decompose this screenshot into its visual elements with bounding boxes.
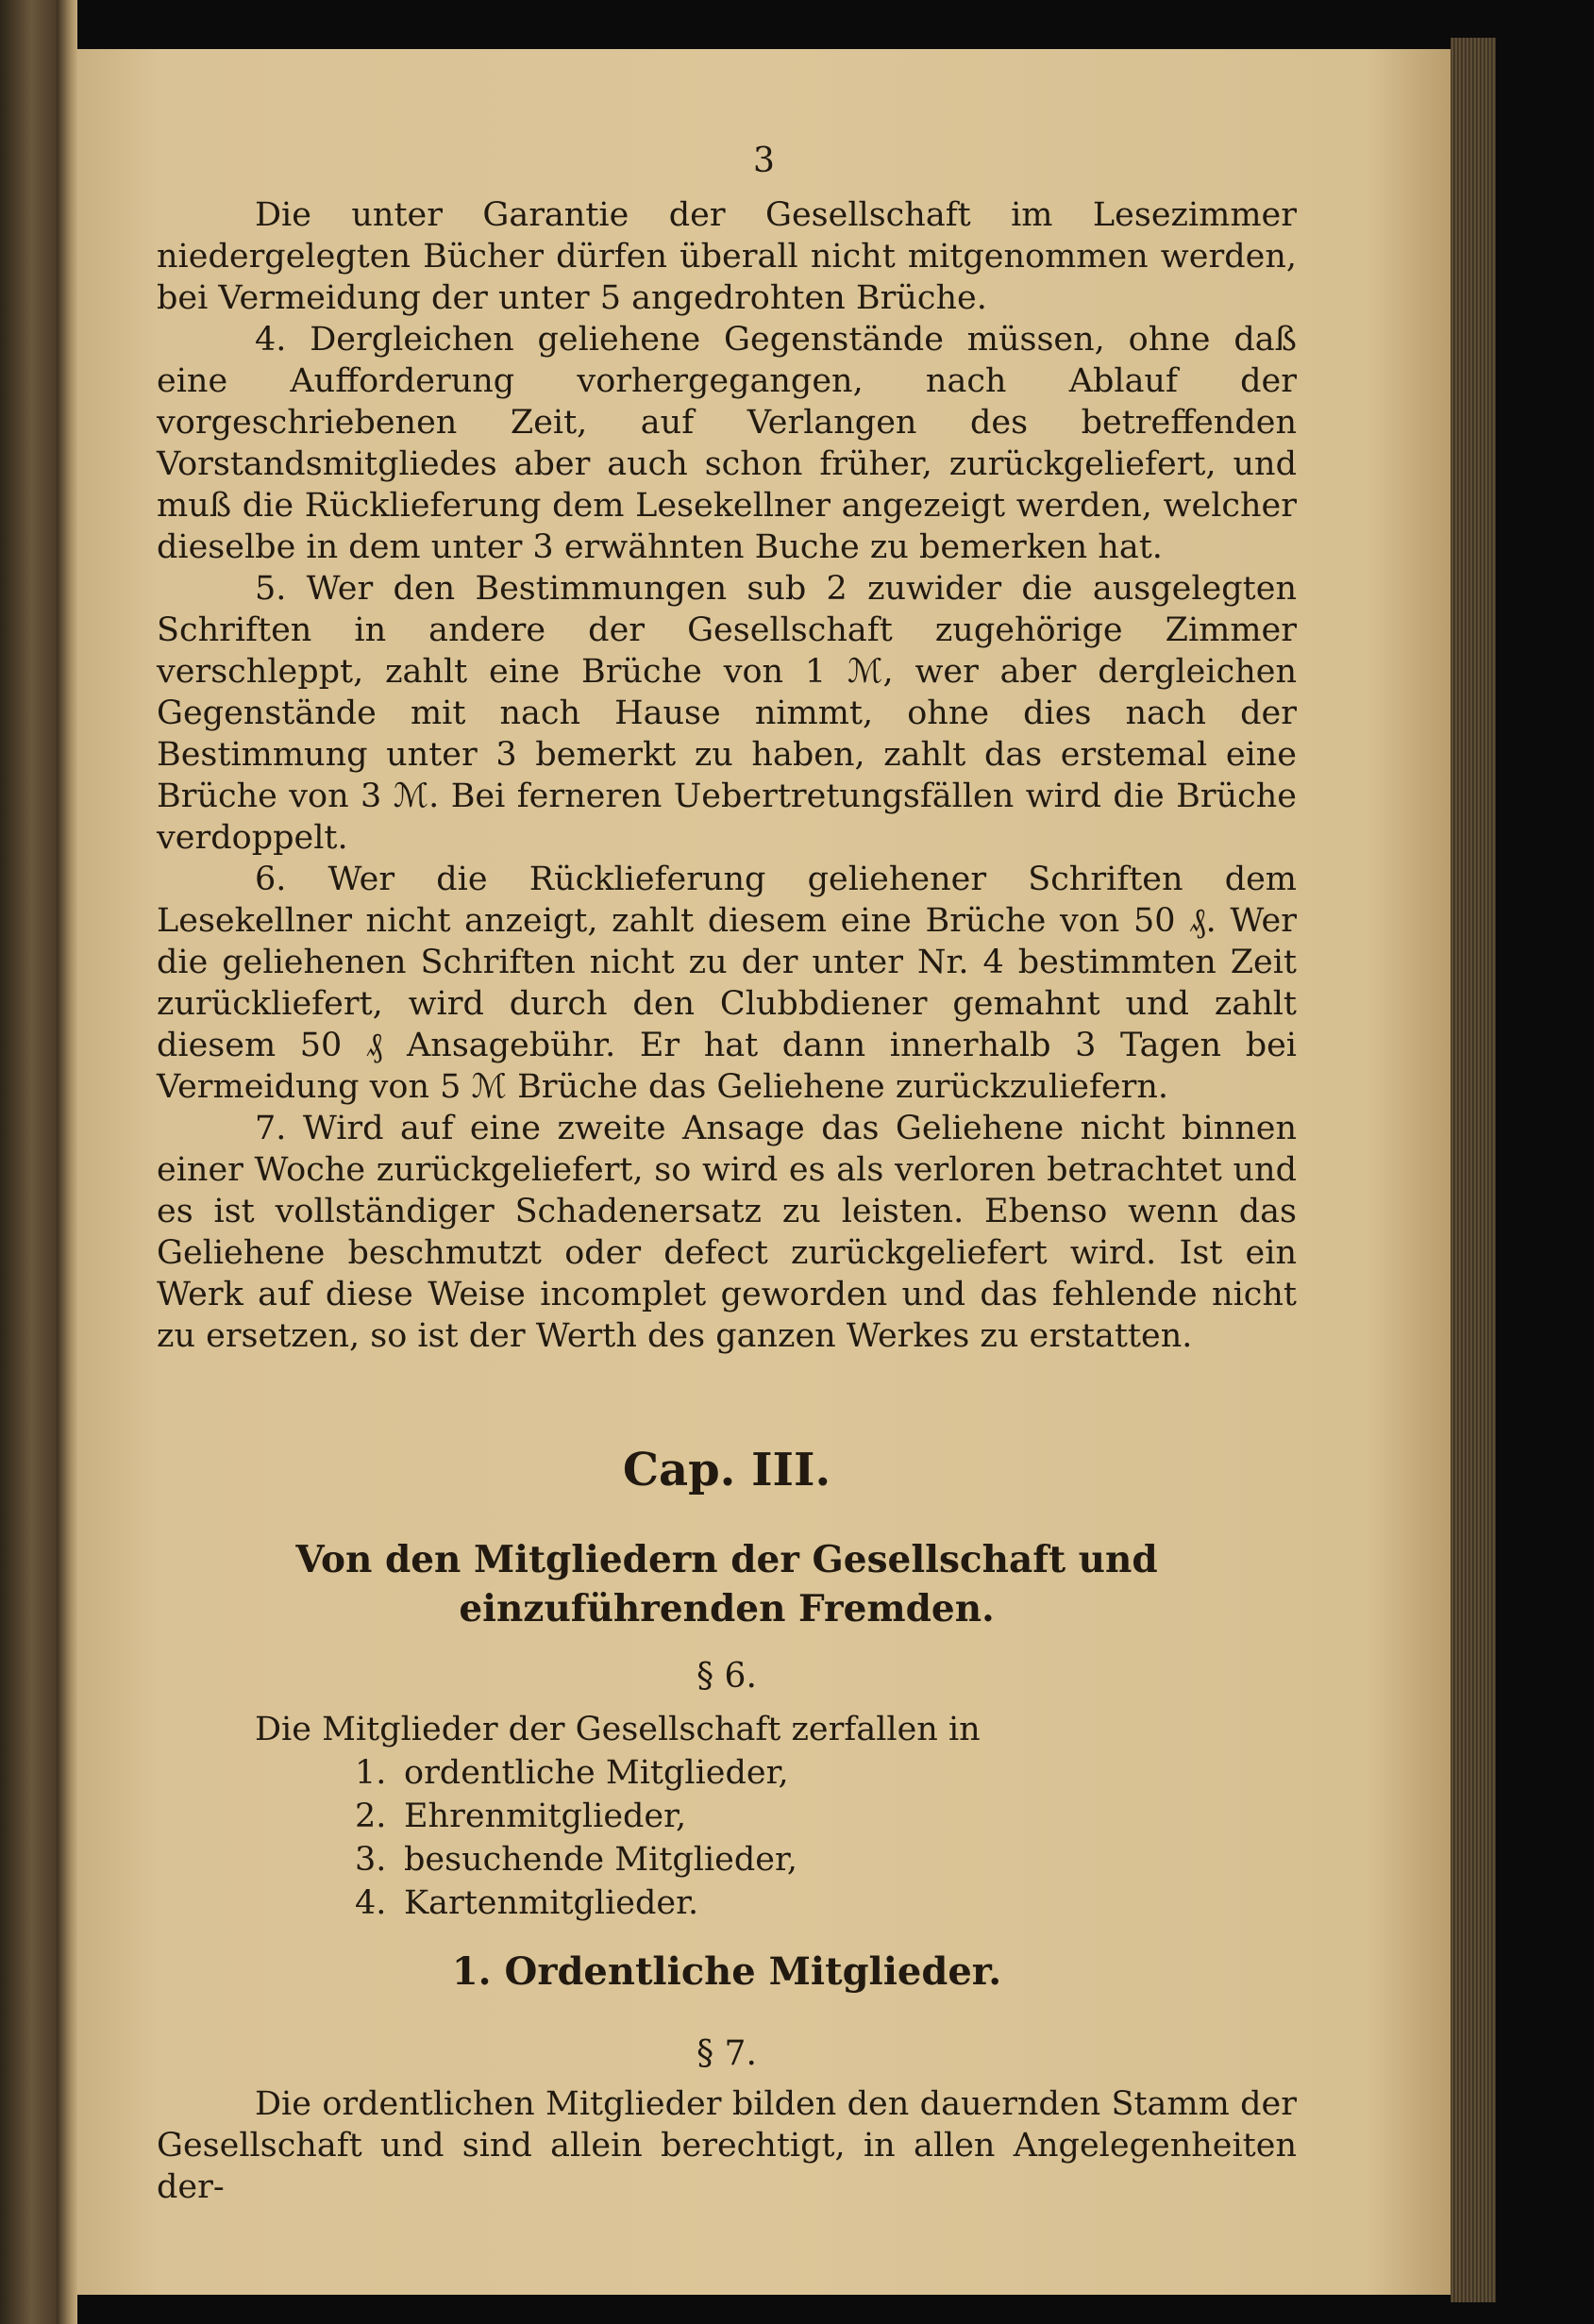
list-item: 1. ordentliche Mitglieder, xyxy=(355,1754,789,1792)
section-6-intro: Die Mitglieder der Gesellschaft zerfallen in xyxy=(255,1711,981,1748)
list-item: 3. besuchende Mitglieder, xyxy=(355,1841,797,1879)
members-list xyxy=(157,1751,1297,1925)
list-item: 4. Kartenmitglieder. xyxy=(355,1884,699,1922)
section-7-body xyxy=(157,2083,1297,2208)
chapter-title: Cap. III. xyxy=(622,1444,831,1496)
paragraph-4: 4. Dergleichen geliehene Gegenstände müssen, ohne daß eine Aufforderung vorhergegangen, nach Ablauf der vorgeschriebenen Zeit, auf Verlangen des betreffenden Vorstandsmitgliedes aber auch schon früher, zurückgeliefert, und muß die Rücklieferung dem Lesekellner angezeigt werden, welcher dieselbe in dem unter 3 erwähnten Buche zu bemerken hat. xyxy=(157,321,1297,566)
rules-text xyxy=(157,194,1297,1357)
page-number: 3 xyxy=(753,142,775,180)
page-block-edge xyxy=(1451,38,1496,2302)
paragraph-5: 5. Wer den Bestimmungen sub 2 zuwider die ausgelegten Schriften in andere der Gesellschaft zugehörige Zimmer verschleppt, zahlt eine Brüche von 1 ℳ, wer aber dergleichen Gegenstände mit nach Hause nimmt, ohne dies nach der Bestimmung unter 3 bemerkt zu haben, zahlt das erstemal eine Brüche von 3 ℳ. Bei ferneren Uebertretungsfällen wird die Brüche verdoppelt. xyxy=(157,570,1297,857)
list-item: 2. Ehrenmitglieder, xyxy=(355,1797,687,1835)
ordentliche-heading: 1. Ordentliche Mitglieder. xyxy=(451,1949,1002,1994)
chapter-subtitle: Von den Mitgliedern der Gesellschaft und einzuführenden Fremden. xyxy=(295,1538,1158,1630)
book-gutter xyxy=(57,0,77,2324)
paragraph-3-continuation: Die unter Garantie der Gesellschaft im Lesezimmer niedergelegten Bücher dürfen überall nicht mitgenommen werden, bei Vermeidung der unter 5 angedrohten Brüche. xyxy=(157,196,1297,317)
section-7-heading: § 7. xyxy=(696,2034,757,2073)
section-6-heading: § 6. xyxy=(696,1657,757,1696)
members-section xyxy=(157,1708,1297,1925)
previous-page-edge xyxy=(0,0,57,2324)
section-7-text: Die ordentlichen Mitglieder bilden den dauernden Stamm der Gesellschaft und sind allein berechtigt, in allen Angelegenheiten der- xyxy=(157,2085,1297,2206)
paragraph-6: 6. Wer die Rücklieferung geliehener Schriften dem Lesekellner nicht anzeigt, zahlt diesem eine Brüche von 50 ₰. Wer die geliehenen Schriften nicht zu der unter Nr. 4 bestimmten Zeit zurückliefert, wird durch den Clubbdiener gemahnt und zahlt diesem 50 ₰ Ansagebühr. Er hat dann innerhalb 3 Tagen bei Vermeidung von 5 ℳ Brüche das Geliehene zurückzuliefern. xyxy=(157,861,1297,1106)
book-page xyxy=(77,49,1451,2295)
paragraph-7: 7. Wird auf eine zweite Ansage das Geliehene nicht binnen einer Woche zurückgeliefert, so wird es als verloren betrachtet und es ist vollständiger Schadenersatz zu leisten. Ebenso wenn das Geliehene beschmutzt oder defect zurückgeliefert wird. Ist ein Werk auf diese Weise incomplet geworden und das fehlende nicht zu ersetzen, so ist der Werth des ganzen Werkes zu erstatten. xyxy=(157,1110,1297,1355)
